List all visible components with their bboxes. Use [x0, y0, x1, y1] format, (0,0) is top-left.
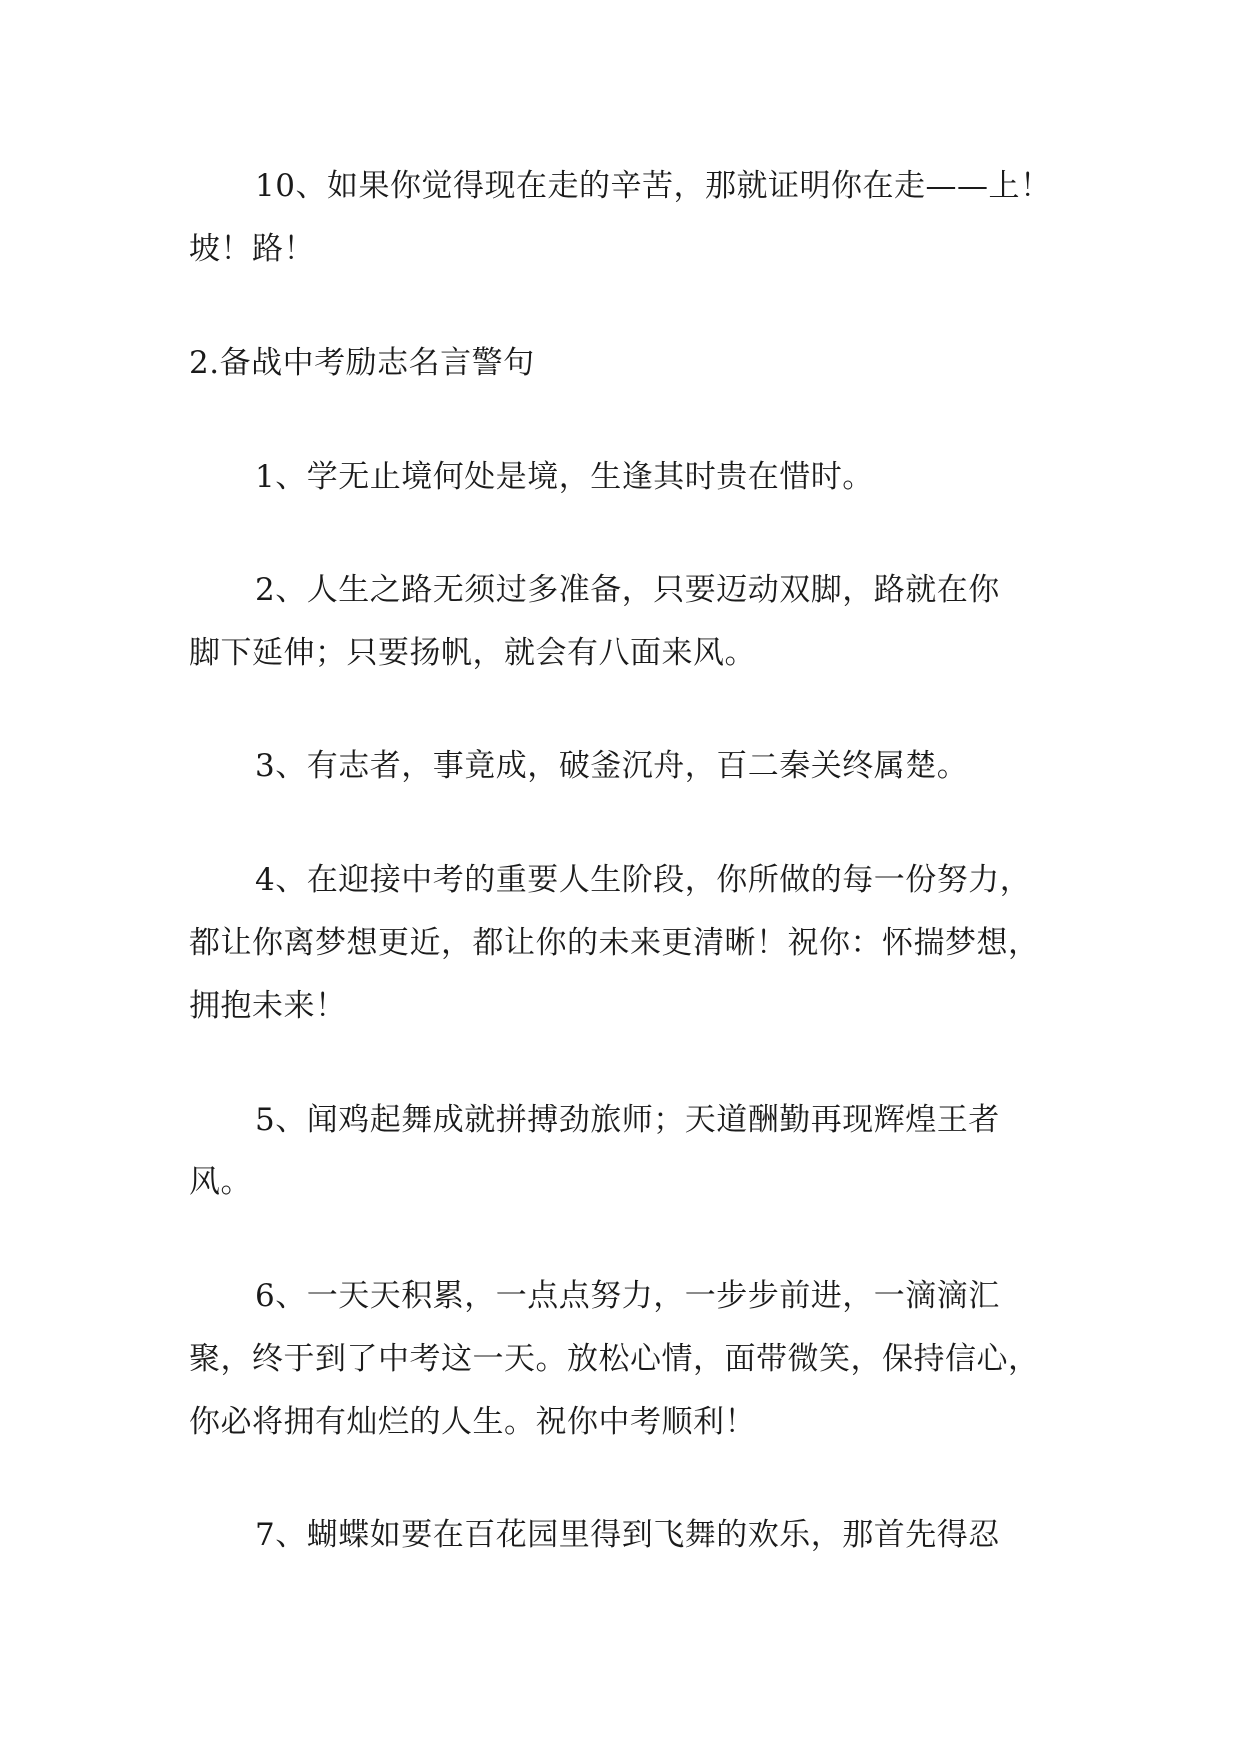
- quote-2-line-2: 脚下延伸；只要扬帆，就会有八面来风。: [189, 635, 756, 671]
- quote-10-line-1: 10、如果你觉得现在走的辛苦，那就证明你在走——上！: [255, 168, 1052, 204]
- quote-7-line-1: 7、蝴蝶如要在百花园里得到飞舞的欢乐，那首先得忍: [255, 1517, 1000, 1553]
- quote-3-line-1: 3、有志者，事竟成，破釜沉舟，百二秦关终属楚。: [255, 748, 969, 784]
- quote-6-line-2: 聚，终于到了中考这一天。放松心情，面带微笑，保持信心，: [189, 1341, 1040, 1377]
- quote-5-line-1: 5、闻鸡起舞成就拼搏劲旅师；天道酬勤再现辉煌王者: [255, 1102, 1000, 1138]
- section-heading: 2.备战中考励志名言警句: [189, 345, 535, 381]
- quote-4-line-3: 拥抱未来！: [189, 988, 347, 1024]
- quote-6-line-1: 6、一天天积累，一点点努力，一步步前进，一滴滴汇: [255, 1278, 1000, 1314]
- quote-4-line-1: 4、在迎接中考的重要人生阶段，你所做的每一份努力，: [255, 862, 1032, 898]
- quote-6-line-3: 你必将拥有灿烂的人生。祝你中考顺利！: [189, 1404, 756, 1440]
- quote-2-line-1: 2、人生之路无须过多准备，只要迈动双脚，路就在你: [255, 572, 1000, 608]
- quote-10-line-2: 坡！路！: [189, 231, 315, 267]
- quote-1-line-1: 1、学无止境何处是境，生逢其时贵在惜时。: [255, 459, 874, 495]
- quote-4-line-2: 都让你离梦想更近，都让你的未来更清晰！祝你：怀揣梦想，: [189, 925, 1040, 961]
- quote-5-line-2: 风。: [189, 1164, 252, 1200]
